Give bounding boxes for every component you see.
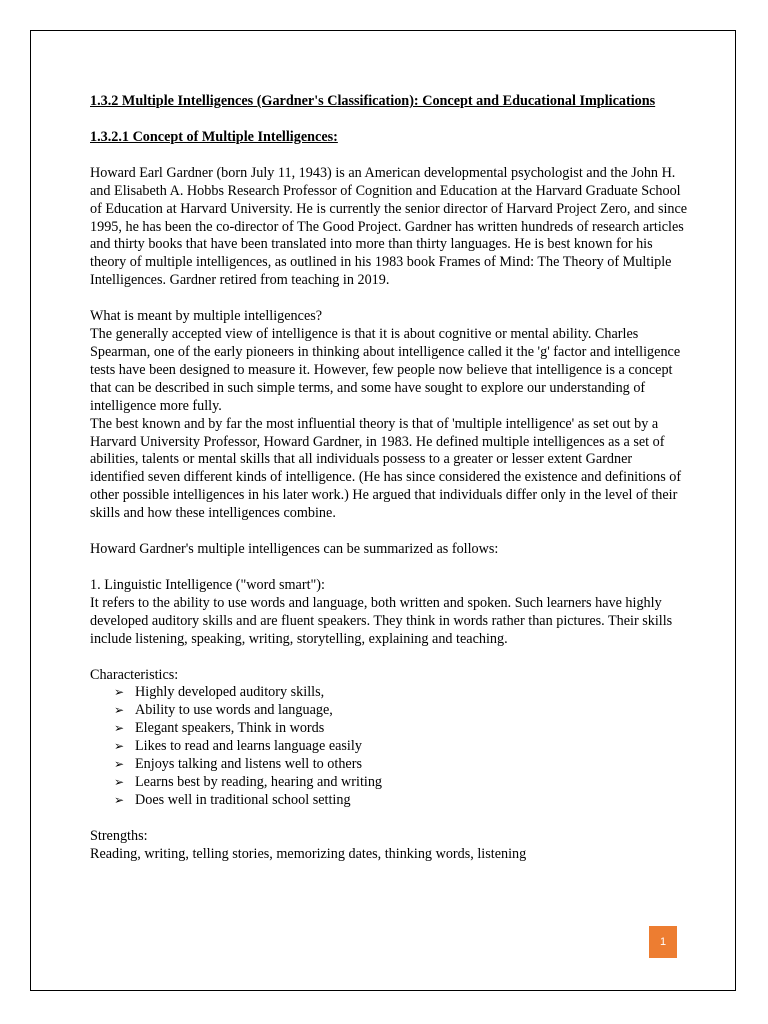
document-body [90,93,690,864]
arrow-bullet-icon: ➢ [114,703,125,718]
list-item: ➢ Learns best by reading, hearing and writing [114,774,383,790]
arrow-bullet-icon: ➢ [114,792,125,807]
arrow-bullet-icon: ➢ [114,739,125,754]
list-item: ➢ Enjoys talking and listens well to others [114,756,362,773]
strengths-label: Strengths: [90,827,148,844]
list-item: ➢ Highly developed auditory skills, [114,684,325,701]
section-title: 1.3.2 Multiple Intelligences (Gardner's Classification): Concept and Educational Implications [90,93,656,109]
list-item: ➢ Ability to use words and language, [114,702,333,719]
intro-paragraph: Howard Earl Gardner (born July 11, 1943) is an American developmental psychologist and the John H. and Elisabeth A. Hobbs Research Professor of Cognition and Education at the Harvard Graduate School of Education at Harvard University. He is currently the senior director of Harvard Project Zero, and since 1995, he has been the co-director of The Good Project. Gardner has written hundreds of research articles and thirty books that have been translated into more than thirty languages. He is best known for his theory of multiple intelligences, as outlined in his 1983 book Frames of Mind: The Theory of Multiple Intelligences. Gardner retired from teaching in 2019. [90,164,688,289]
list-item: ➢ Does well in traditional school setting [114,791,351,808]
list-item: ➢ Likes to read and learns language easily [114,738,362,755]
arrow-bullet-icon: ➢ [114,775,125,789]
summary-line: Howard Gardner's multiple intelligences can be summarized as follows: [90,541,499,558]
best-known-paragraph: The best known and by far the most influential theory is that of 'multiple intelligence' as set out by a Harvard University Professor, Howard Gardner, in 1983. He defined multiple intelligences as a set of abilities, talents or mental skills that all individuals possess to a greater or lesser extent Gardner identified seven different kinds of intelligence. (He has since considered the existence and definitions of other possible intelligences in his later work.) He argued that individuals differ only in the level of their skills and how these intelligences combine. [90,415,682,522]
characteristics-list [90,684,690,809]
strengths-text: Reading, writing, telling stories, memorizing dates, thinking words, listening [90,845,527,862]
arrow-bullet-icon: ➢ [114,721,125,736]
arrow-bullet-icon: ➢ [114,685,125,700]
list-item: ➢ Elegant speakers, Think in words [114,720,325,737]
linguistic-title: 1. Linguistic Intelligence ("word smart"): [90,576,325,593]
arrow-bullet-icon: ➢ [114,757,125,772]
general-view-paragraph: The generally accepted view of intelligence is that it is about cognitive or mental ability. Charles Spearman, one of the early pioneers in thinking about intelligence called it the 'g' factor and intelligence tests have been designed to measure it. However, few people now believe that intelligence is a concept that can be described in such simple terms, and some have sought to explore our understanding of intelligence more fully. [90,326,681,414]
linguistic-description: It refers to the ability to use words and language, both written and spoken. Such learners have highly developed auditory skills and are fluent speakers. They think in words rather than pictures. Their skills include listening, speaking, writing, storytelling, explaining and teaching. [90,594,673,647]
page-number-badge: 1 [649,926,677,958]
characteristics-label: Characteristics: [90,666,179,683]
question-line: What is meant by multiple intelligences? [90,308,323,325]
subsection-title: 1.3.2.1 Concept of Multiple Intelligences: [90,128,338,145]
